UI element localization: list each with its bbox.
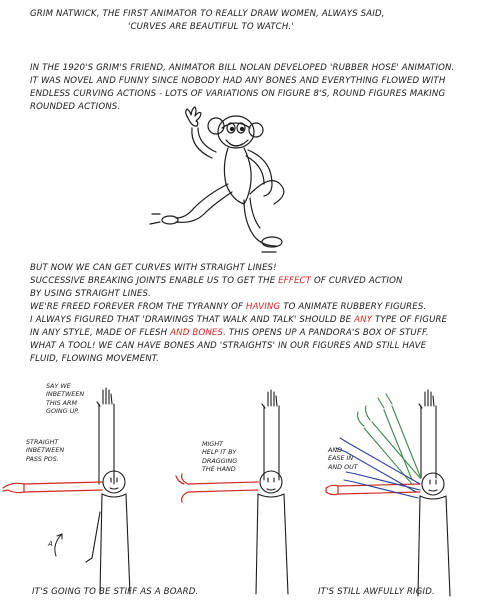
body-line-3: BY USING STRAIGHT LINES. bbox=[30, 289, 151, 299]
intro-line-1: IN THE 1920'S GRIM'S FRIEND, ANIMATOR BILL NOLAN DEVELOPED 'RUBBER HOSE' ANIMATION. bbox=[30, 63, 455, 73]
arrow-icon bbox=[55, 534, 62, 556]
figure-1-note-1-line-2: INBETWEEN bbox=[46, 390, 85, 399]
figure-1-note-2-line-3: PASS POS. bbox=[26, 454, 59, 463]
figure-3-red-arm bbox=[338, 484, 420, 494]
figure-2-red-hand bbox=[176, 474, 188, 502]
body-line-5a: I ALWAYS FIGURED THAT 'DRAWINGS THAT WALK AND TALK' SHOULD BE bbox=[30, 315, 355, 325]
body-line-6a: IN ANY STYLE, MADE OF FLESH bbox=[30, 328, 171, 338]
figure-3-green-arms bbox=[358, 394, 420, 484]
heading-line-1: GRIM NATWICK, THE FIRST ANIMATOR TO REALLY DRAW WOMEN, ALWAYS SAID, bbox=[30, 9, 385, 19]
body-line-7: WHAT A TOOL! WE CAN HAVE BONES AND 'STRAIGHTS' IN OUR FIGURES AND STILL HAVE bbox=[30, 341, 427, 351]
figure-2-stick-figure bbox=[256, 390, 288, 594]
intro-line-2: IT WAS NOVEL AND FUNNY SINCE NOBODY HAD ANY BONES AND EVERYTHING FLOWED WITH bbox=[30, 76, 446, 86]
body-line-4c: TO ANIMATE RUBBERY FIGURES. bbox=[280, 302, 427, 312]
figure-2-note bbox=[202, 440, 237, 474]
figure-3-note-line-2: EASE IN bbox=[328, 454, 354, 463]
figure-1-note-1-line-1: SAY WE bbox=[46, 382, 71, 390]
body-line-2c: OF CURVED ACTION bbox=[311, 276, 403, 286]
body-line-1: BUT NOW WE CAN GET CURVES WITH STRAIGHT LINES! bbox=[30, 263, 277, 273]
figure-3-note-line-3: AND OUT bbox=[328, 462, 358, 471]
intro-line-4: ROUNDED ACTIONS. bbox=[30, 102, 121, 112]
figure-2-red-arm bbox=[188, 482, 258, 492]
figure-1-note-2-line-1: STRAIGHT bbox=[26, 438, 59, 446]
figure-2-note-line-2: HELP IT BY bbox=[202, 448, 237, 457]
figure-2-note-line-4: THE HAND bbox=[202, 465, 236, 474]
figure-1-stick-figure bbox=[86, 388, 130, 594]
figure-3-note-line-1: AND bbox=[328, 446, 343, 454]
figure-3-caption: IT'S STILL AWFULLY RIGID. bbox=[318, 587, 435, 597]
figure-1-marker: A bbox=[48, 540, 53, 548]
body-line-5b: ANY bbox=[354, 315, 373, 325]
figure-1-caption: IT'S GOING TO BE STIFF AS A BOARD. bbox=[32, 587, 199, 597]
intro-line-3: ENDLESS CURVING ACTIONS - LOTS OF VARIATIONS ON FIGURE 8'S, ROUND FIGURES MAKING bbox=[30, 89, 446, 99]
figure-1-note-1-line-3: THIS ARM bbox=[46, 398, 78, 407]
heading-line-2: 'CURVES ARE BEAUTIFUL TO WATCH.' bbox=[128, 22, 294, 32]
figure-1-note-2 bbox=[26, 438, 64, 463]
body-line-4b: HAVING bbox=[246, 302, 281, 312]
figure-3-red-hand bbox=[326, 485, 338, 494]
body-line-2b: EFFECT bbox=[278, 276, 312, 286]
figure-1-red-hand bbox=[3, 483, 24, 492]
figure-1-note-1 bbox=[46, 382, 84, 416]
body-line-8: FLUID, FLOWING MOVEMENT. bbox=[30, 354, 160, 364]
figure-3-note bbox=[328, 446, 358, 471]
body-line-6b: AND BONES bbox=[170, 328, 224, 338]
body-line-2a: SUCCESSIVE BREAKING JOINTS ENABLE US TO GET THE bbox=[30, 276, 279, 286]
figure-1-note-1-line-4: GOING UP. bbox=[46, 407, 80, 416]
figure-3-stick-figure bbox=[418, 390, 450, 596]
figure-1-red-arm bbox=[24, 482, 102, 492]
body-line-4a: WE'RE FREED FOREVER FROM THE TYRANNY OF bbox=[30, 302, 246, 312]
body-line-5c: TYPE OF FIGURE bbox=[372, 315, 448, 325]
figure-2-note-line-3: DRAGGING bbox=[202, 456, 238, 465]
body-line-6c: . THIS OPENS UP A PANDORA'S BOX OF STUFF. bbox=[223, 328, 429, 338]
figure-1-note-2-line-2: INBETWEEN bbox=[26, 446, 65, 455]
figure-2-note-line-1: MIGHT bbox=[202, 440, 224, 448]
